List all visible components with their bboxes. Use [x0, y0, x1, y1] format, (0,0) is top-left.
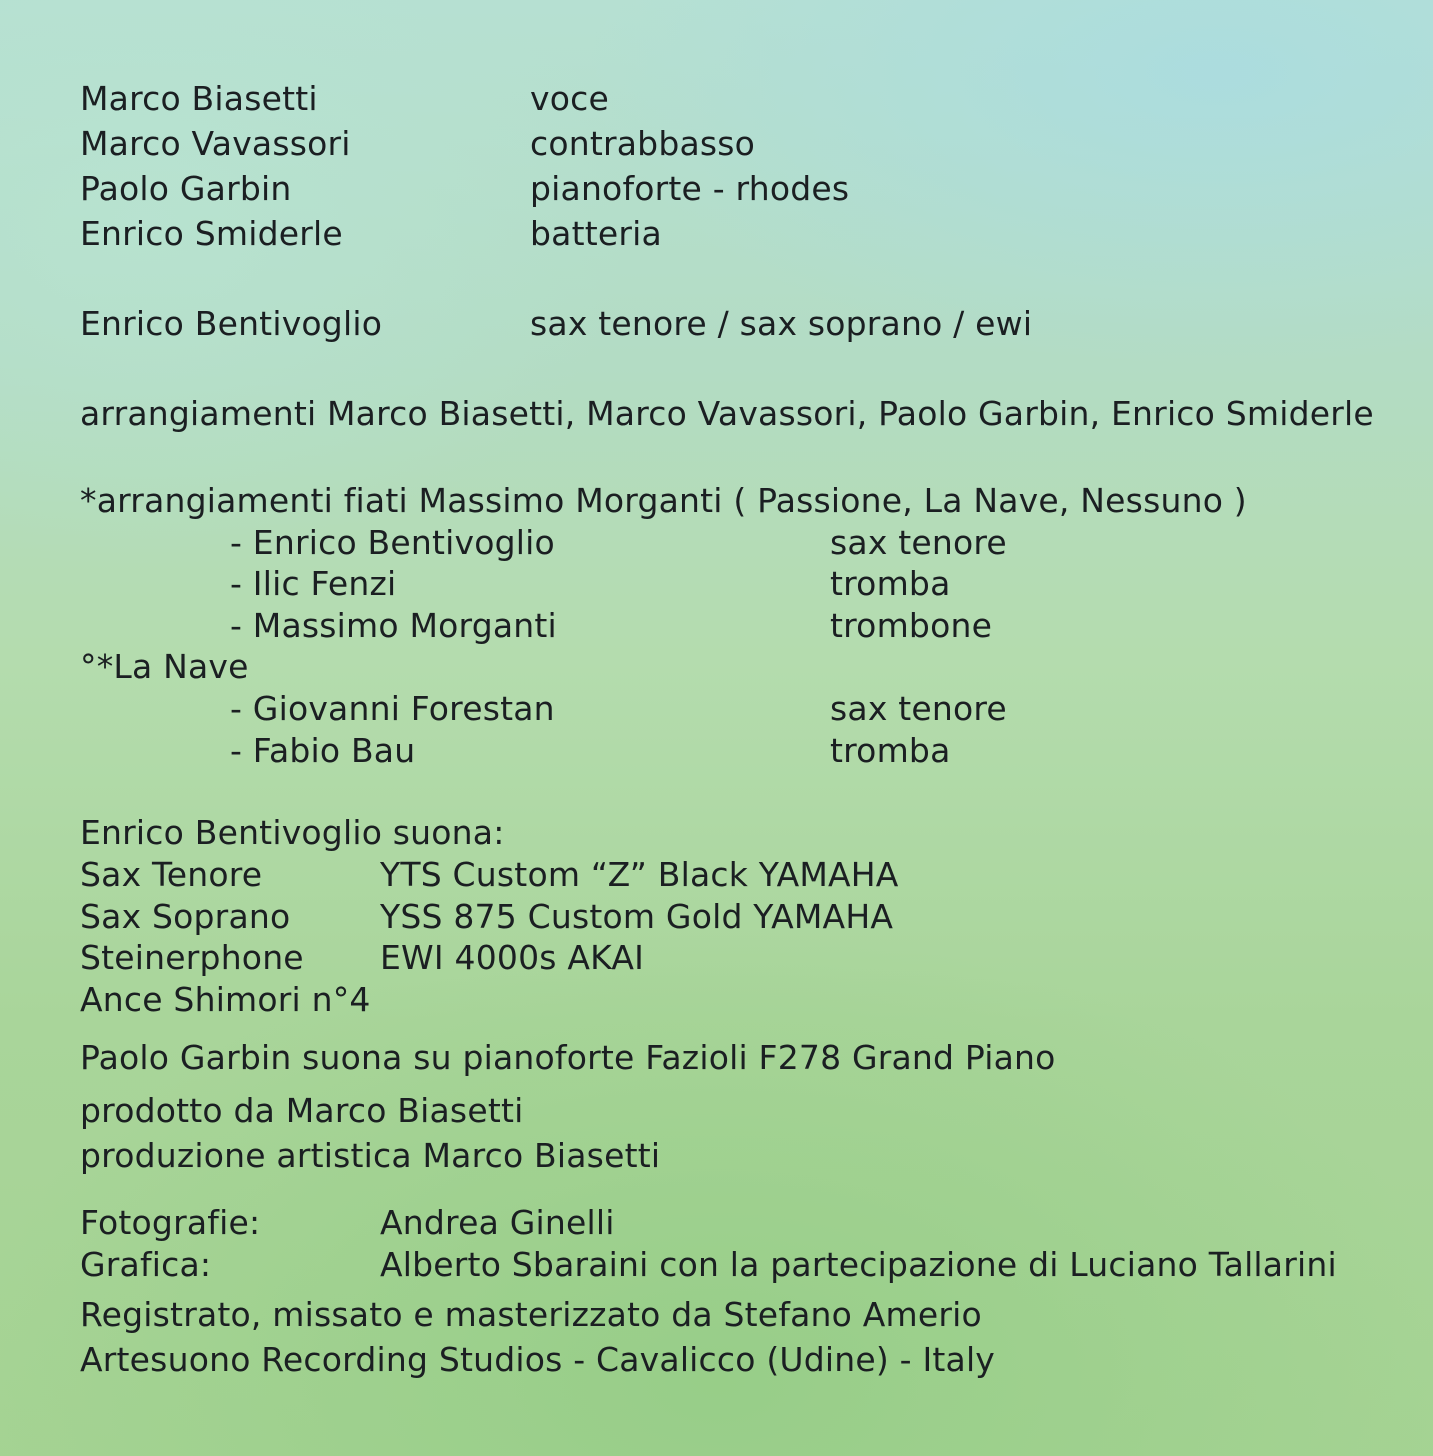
- credit-value: Andrea Ginelli: [380, 1203, 615, 1242]
- artistic-production: produzione artistica Marco Biasetti: [80, 1136, 661, 1175]
- musician-role: contrabbasso: [530, 124, 756, 163]
- equipment-label: Sax Tenore: [80, 855, 263, 894]
- recording-studio: Artesuono Recording Studios - Cavalicco (Udine) - Italy: [80, 1340, 996, 1379]
- credit-label: Grafica:: [80, 1245, 212, 1284]
- la-nave-player-name: - Fabio Bau: [230, 731, 416, 770]
- equipment-label: Steinerphone: [80, 938, 304, 977]
- equipment-label: Sax Soprano: [80, 897, 291, 936]
- horn-player-name: - Massimo Morganti: [230, 606, 557, 645]
- musician-name: Paolo Garbin: [80, 169, 292, 208]
- equipment-label: Ance Shimori n°4: [80, 980, 371, 1019]
- equipment-value: EWI 4000s AKAI: [380, 938, 645, 977]
- la-nave-player-instrument: tromba: [830, 731, 951, 770]
- musician-role: voce: [530, 79, 609, 118]
- la-nave-player-name: - Giovanni Forestan: [230, 689, 555, 728]
- equipment-value: YTS Custom “Z” Black YAMAHA: [380, 855, 899, 894]
- credit-value: Alberto Sbaraini con la partecipazione di Luciano Tallarini: [380, 1245, 1337, 1284]
- horn-player-name: - Enrico Bentivoglio: [230, 523, 555, 562]
- guest-name: Enrico Bentivoglio: [80, 304, 383, 343]
- la-nave-player-instrument: sax tenore: [830, 689, 1007, 728]
- horn-player-instrument: tromba: [830, 564, 951, 603]
- recording-credit: Registrato, missato e masterizzato da Stefano Amerio: [80, 1295, 982, 1334]
- produced-by: prodotto da Marco Biasetti: [80, 1091, 524, 1130]
- musician-role: pianoforte - rhodes: [530, 169, 850, 208]
- musician-name: Marco Vavassori: [80, 124, 351, 163]
- equipment-heading: Enrico Bentivoglio suona:: [80, 813, 505, 852]
- piano-note: Paolo Garbin suona su pianoforte Fazioli F278 Grand Piano: [80, 1038, 1056, 1077]
- musician-name: Enrico Smiderle: [80, 214, 343, 253]
- horn-player-name: - Ilic Fenzi: [230, 564, 397, 603]
- horn-player-instrument: trombone: [830, 606, 993, 645]
- guest-role: sax tenore / sax soprano / ewi: [530, 304, 1033, 343]
- musician-name: Marco Biasetti: [80, 79, 318, 118]
- musician-role: batteria: [530, 214, 662, 253]
- credit-label: Fotografie:: [80, 1203, 261, 1242]
- horn-player-instrument: sax tenore: [830, 523, 1007, 562]
- horn-arrangements-heading: *arrangiamenti fiati Massimo Morganti ( Passione, La Nave, Nessuno ): [80, 481, 1247, 520]
- arrangements-credit: arrangiamenti Marco Biasetti, Marco Vavassori, Paolo Garbin, Enrico Smiderle: [80, 394, 1374, 433]
- equipment-value: YSS 875 Custom Gold YAMAHA: [380, 897, 894, 936]
- la-nave-heading: °*La Nave: [80, 647, 249, 686]
